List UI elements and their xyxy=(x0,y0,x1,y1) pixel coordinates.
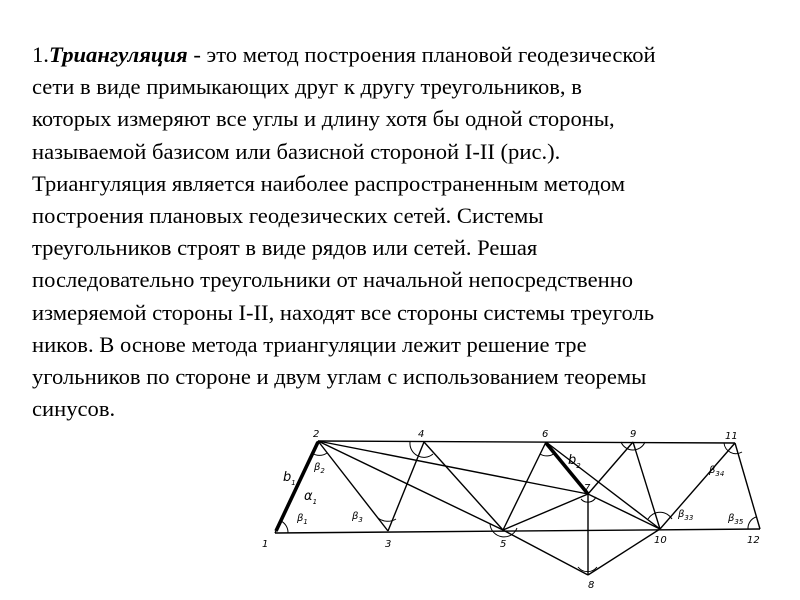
paragraph-line: называемой базисом или базисной стороной I-II (рис.). xyxy=(32,138,561,164)
edge xyxy=(503,494,588,530)
angle-label-beta34 xyxy=(708,465,724,478)
paragraph-number: 1. xyxy=(32,42,49,67)
edge xyxy=(546,442,660,529)
angle-label-beta1 xyxy=(296,513,308,526)
angle-label-beta34-sub: 34 xyxy=(715,470,725,478)
edge xyxy=(318,441,735,443)
paragraph-line: последовательно треугольники от начальной непосредственно xyxy=(32,267,634,293)
paragraph-line: синусов. xyxy=(32,396,116,422)
angle-label-beta35-base: β xyxy=(728,513,735,524)
edge xyxy=(424,442,503,530)
point-label-6: 6 xyxy=(542,429,549,440)
angle-arcs xyxy=(281,442,756,572)
point-label-9: 9 xyxy=(630,429,637,440)
side-label-b1-sub: 1 xyxy=(291,479,296,487)
side-label-b2-sub: 2 xyxy=(576,462,581,470)
edge xyxy=(503,530,588,575)
angle-label-beta33 xyxy=(677,509,693,522)
angle-label-beta34-base: β xyxy=(709,465,716,476)
angle-arc xyxy=(748,517,756,529)
edge xyxy=(588,529,660,575)
paragraph-first-line-rest: - это метод построения плановой геодезической xyxy=(187,42,656,67)
angle-label-beta33-base: β xyxy=(678,509,685,520)
edge xyxy=(275,529,760,533)
angle-label-beta2-sub: 2 xyxy=(320,467,325,475)
edge xyxy=(735,443,760,529)
point-label-2: 2 xyxy=(313,429,320,440)
point-label-12: 12 xyxy=(747,535,760,546)
paragraph-line: измеряемой стороны I-II, находят все стороны системы треуголь xyxy=(32,299,655,325)
side-label-b1 xyxy=(283,470,296,487)
paragraph-line: Триангуляция является наиболее распространенным методом xyxy=(32,170,626,196)
point-label-11: 11 xyxy=(725,431,738,442)
network-edges xyxy=(275,441,760,575)
paragraph-line: которых измеряют все углы и длину хотя бы одной стороны, xyxy=(32,106,615,132)
paragraph-line: угольников по стороне и двум углам с использованием теоремы xyxy=(32,364,647,390)
angle-label-beta1-sub: 1 xyxy=(303,518,308,526)
paragraph-term: Триангуляция xyxy=(48,42,188,67)
edge xyxy=(318,441,503,530)
side-label-b2 xyxy=(568,453,581,470)
paragraph-line: ников. В основе метода триангуляции лежит решение тре xyxy=(32,331,587,357)
side-angle-labels xyxy=(283,453,744,526)
angle-label-alpha1-base: α xyxy=(304,489,313,504)
angle-label-beta35-sub: 35 xyxy=(734,518,744,526)
paragraph-line: сети в виде примыкающих друг к другу треугольников, в xyxy=(32,74,582,100)
angle-arc xyxy=(281,521,288,533)
angle-label-beta3-base: β xyxy=(352,511,359,522)
angle-label-beta35 xyxy=(727,513,744,526)
point-labels xyxy=(262,429,760,591)
edge xyxy=(588,494,660,529)
edge xyxy=(660,443,735,529)
angle-label-beta3 xyxy=(351,511,363,524)
edge xyxy=(633,442,660,529)
paragraph-line: построения плановых геодезических сетей. Системы xyxy=(32,203,544,229)
angle-label-beta2-base: β xyxy=(314,462,321,473)
side-label-b2-base: b xyxy=(568,453,577,468)
point-label-3: 3 xyxy=(385,539,392,550)
angle-label-beta1-base: β xyxy=(297,513,304,524)
angle-label-alpha1 xyxy=(304,489,317,506)
point-label-10: 10 xyxy=(654,535,667,546)
angle-arc xyxy=(648,512,672,519)
angle-label-beta2 xyxy=(313,462,325,475)
point-label-7: 7 xyxy=(584,483,591,494)
paragraph-line: треугольников строят в виде рядов или сетей. Решая xyxy=(32,235,538,261)
point-label-4: 4 xyxy=(418,429,425,440)
angle-label-beta33-sub: 33 xyxy=(684,514,694,522)
edge xyxy=(318,441,588,494)
angle-label-alpha1-sub: 1 xyxy=(312,498,318,506)
point-label-8: 8 xyxy=(588,580,595,591)
edge xyxy=(503,442,546,530)
point-label-5: 5 xyxy=(500,539,507,550)
angle-label-beta3-sub: 3 xyxy=(358,516,363,524)
point-label-1: 1 xyxy=(262,539,269,550)
edge xyxy=(588,442,633,494)
side-label-b1-base: b xyxy=(283,470,292,485)
